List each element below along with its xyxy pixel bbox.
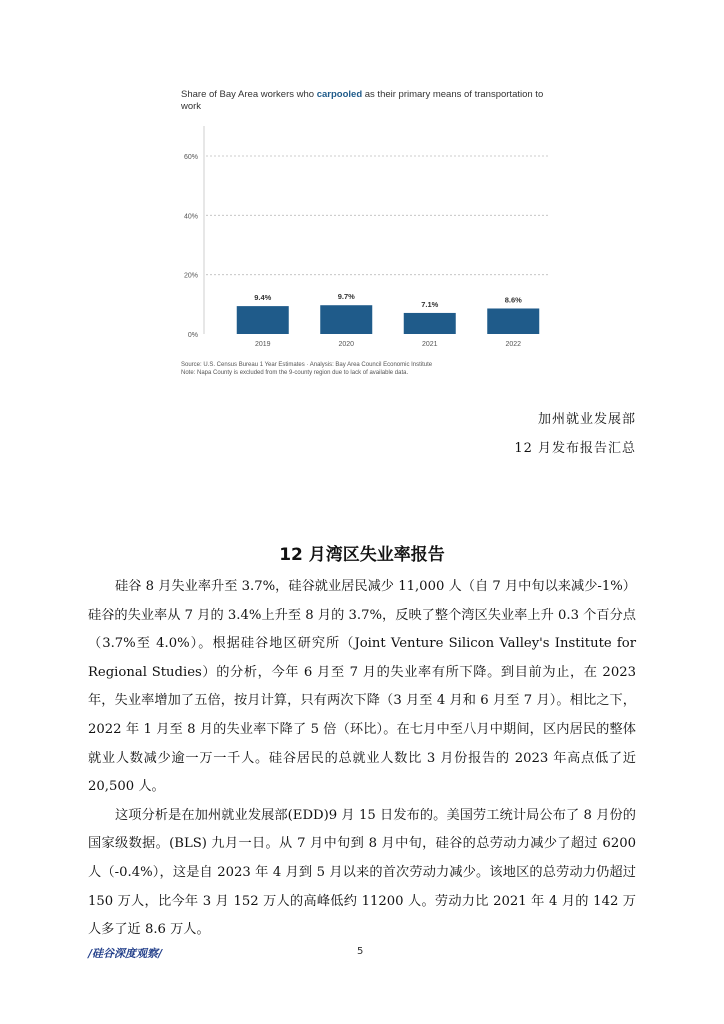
bar-value-label: 8.6%: [504, 295, 522, 305]
y-tick-label: 20%: [183, 272, 198, 280]
chart-plot: [176, 86, 554, 361]
y-tick-label: 0%: [187, 332, 198, 339]
bar: [320, 305, 372, 334]
page-number: 5: [357, 946, 364, 957]
footer-publication: /硅谷深度观察/: [88, 947, 163, 960]
bar-value-label: 9.7%: [337, 292, 355, 302]
x-tick-label: 2020: [338, 341, 355, 348]
chart-title: Share of Bay Area workers who carpooled as their primary means of transportation to work: [181, 89, 544, 112]
chart-title-highlight: carpooled: [316, 89, 363, 100]
report-title: 12 月湾区失业率报告: [279, 545, 445, 565]
y-tick-label: 40%: [183, 213, 198, 221]
paragraph: 这项分析是在加州就业发展部(EDD)9 月 15 日发布的。美国劳工统计局公布了 8 月份的国家级数据。(BLS) 九月一日。从 7 月中旬到 8 月中旬，硅谷的总劳动力减少了超过 6200 人（-0.4%），这是自 2023 年 4 月到 5 月以来的首次劳动力减少。该地区的总劳动力仍超过 150 万人，比今年 3 月 152 万人的高峰低约 11200 人。劳动力比 2021 年 4 月的 142 万人多了近 8.6 万人。: [88, 807, 636, 938]
bar: [404, 313, 456, 334]
x-tick-label: 2022: [505, 341, 522, 348]
report-summary-label: 12 月发布报告汇总: [514, 441, 636, 456]
dept-name: 加州就业发展部: [537, 412, 636, 427]
x-tick-label: 2019: [254, 341, 271, 348]
paragraph: 硅谷 8 月失业率升至 3.7%，硅谷就业居民减少 11,000 人（自 7 月中旬以来减少-1%）硅谷的失业率从 7 月的 3.4%上升至 8 月的 3.7%，反映了整个湾区失业率上升 0.3 个百分点（3.7%至 4.0%）。根据硅谷地区研究所（Joint Venture Silicon Valley's Institute for Regional Studies）的分析，今年 6 月至 7 月的失业率有所下降。到目前为止，在 2023 年，失业率增加了五倍，按月计算，只有两次下降（3 月至 4 月和 6 月至 7 月）。相比之下，2022 年 1 月至 8 月的失业率下降了 5 倍（环比）。在七月中至八月中期间，区内居民的整体就业人数减少逾一万一千人。硅谷居民的总就业人数比 3 月份报告的 2023 年高点低了近 20,500 人。: [88, 579, 636, 795]
y-tick-label: 60%: [183, 154, 198, 161]
carpool-chart: [176, 86, 554, 386]
body-text: [88, 573, 636, 945]
x-tick-label: 2021: [421, 341, 438, 348]
bar-value-label: 9.4%: [254, 293, 272, 303]
bar-value-label: 7.1%: [421, 299, 439, 309]
bar: [487, 308, 539, 334]
bar: [237, 306, 289, 334]
chart-source: Source: U.S. Census Bureau 1 Year Estimates · Analysis: Bay Area Council Economic Institute Note: Napa County is excluded from the 9-county region due to lack of available data.: [181, 362, 433, 376]
